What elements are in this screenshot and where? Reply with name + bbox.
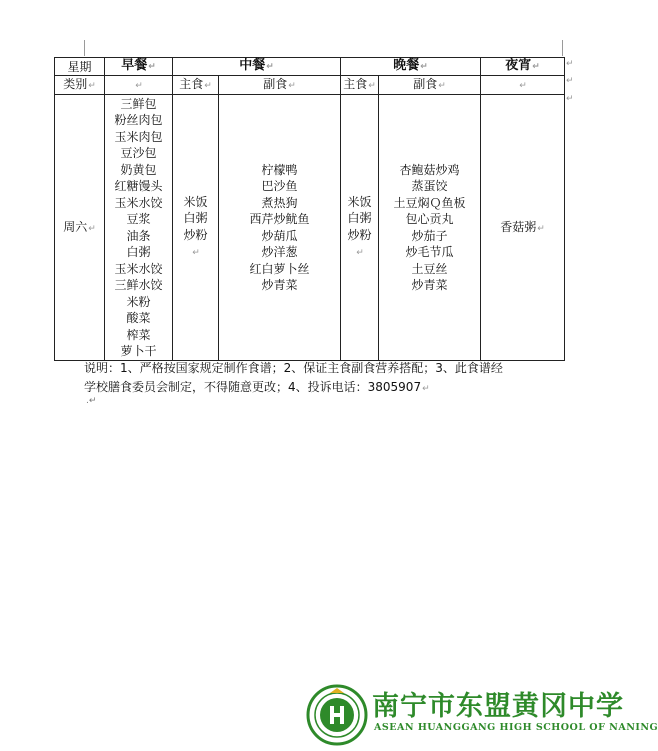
lunch-staple-item: 白粥	[183, 211, 208, 225]
breakfast-item: 豆浆	[126, 212, 151, 226]
lunch-side-item: 巴沙鱼	[261, 179, 298, 193]
dinner-side-list	[379, 95, 481, 361]
breakfast-item: 酸菜	[126, 311, 151, 325]
lunch-side-item: 炒洋葱	[261, 245, 298, 259]
school-emblem-icon	[306, 684, 368, 746]
dinner-side-item: 炒毛节瓜	[405, 245, 454, 259]
row-end-mark: ↵	[566, 94, 574, 104]
day-cell: 周六↵	[55, 95, 105, 361]
dinner-header: 晚餐↵	[341, 58, 481, 76]
menu-table	[54, 57, 565, 361]
row-end-mark: ↵	[566, 59, 574, 69]
dinner-staple-item: 米饭	[347, 194, 372, 209]
dinner-side-item: 土豆丝	[411, 261, 448, 276]
lunch-header: 中餐↵	[173, 58, 341, 76]
supper-header: 夜宵↵	[481, 58, 565, 76]
breakfast-item: 萝卜干	[120, 344, 157, 358]
lunch-staple-item: 炒粉	[183, 227, 208, 242]
school-name-en: ASEAN HUANGGANG HIGH SCHOOL OF NANING	[374, 722, 658, 733]
header-row-meals	[55, 58, 565, 76]
breakfast-item: 玉米肉包	[114, 129, 163, 144]
breakfast-item: 奶黄包	[120, 162, 157, 177]
note-line-1: 说明：1、严格按国家规定制作食谱；2、保证主食副食营养搭配；3、此食谱经	[84, 361, 503, 375]
dinner-side-item: 杏鲍菇炒鸡	[399, 162, 460, 177]
lunch-side-list	[219, 95, 341, 361]
weekday-header: 星期	[55, 58, 105, 76]
note-line-2: 学校膳食委员会制定，不得随意更改；4、投诉电话：3805907	[84, 380, 422, 394]
lunch-side-item: 柠檬鸭	[261, 162, 298, 177]
crop-mark-left	[84, 40, 85, 56]
dinner-staple-list: 米饭 白粥 炒粉 ↵	[341, 95, 379, 361]
category-header: 类别↵	[55, 76, 105, 95]
school-name-cn: 南宁市东盟黄冈中学	[372, 691, 624, 722]
menu-row-saturday	[55, 95, 565, 361]
breakfast-item: 三鲜水饺	[114, 278, 163, 292]
paragraph-mark: .↵	[86, 396, 97, 406]
dinner-side-item: 炒茄子	[411, 228, 448, 243]
lunch-side-item: 煮热狗	[261, 195, 298, 210]
lunch-staple-item: 米饭	[183, 194, 208, 209]
breakfast-item: 白粥	[126, 245, 151, 259]
dinner-side-header: 副食↵	[379, 76, 481, 95]
breakfast-item: 粉丝肉包	[114, 113, 163, 127]
breakfast-item: 三鲜包	[120, 96, 157, 111]
dinner-staple-item: 白粥	[347, 211, 372, 225]
menu-note: 说明：1、严格按国家规定制作食谱；2、保证主食副食营养搭配；3、此食谱经 学校膳食委员会制定，不得随意更改；4、投诉电话：3805907↵	[84, 359, 544, 399]
dinner-side-item: 土豆焖Ｑ鱼板	[393, 195, 466, 210]
supper-cell: 香菇粥↵	[481, 95, 565, 361]
row-end-mark: ↵	[566, 76, 574, 86]
lunch-side-item: 西芹炒鱿鱼	[249, 212, 310, 226]
lunch-side-item: 炒青菜	[261, 278, 298, 292]
dinner-side-item: 包心贡丸	[405, 212, 454, 226]
breakfast-item: 榨菜	[126, 327, 151, 342]
breakfast-item: 豆沙包	[120, 146, 157, 160]
breakfast-item: 红糖馒头	[114, 179, 163, 193]
lunch-side-item: 红白萝卜丝	[249, 261, 310, 276]
dinner-staple-header: 主食↵	[341, 76, 379, 95]
dinner-side-item: 炒青菜	[411, 278, 448, 292]
supper-category-cell: ↵	[481, 76, 565, 95]
breakfast-item: 米粉	[126, 294, 151, 309]
breakfast-list	[105, 95, 173, 361]
crop-mark-right	[562, 40, 563, 56]
breakfast-category-cell: ↵	[105, 76, 173, 95]
breakfast-item: 玉米水饺	[114, 195, 163, 210]
lunch-staple-list: 米饭 白粥 炒粉 ↵	[173, 95, 219, 361]
lunch-side-item: 炒葫瓜	[261, 228, 298, 243]
lunch-staple-header: 主食↵	[173, 76, 219, 95]
breakfast-header: 早餐↵	[105, 58, 173, 76]
dinner-staple-item: 炒粉	[347, 227, 372, 242]
lunch-side-header: 副食↵	[219, 76, 341, 95]
breakfast-item: 玉米水饺	[114, 261, 163, 276]
breakfast-item: 油条	[126, 228, 151, 243]
header-row-categories	[55, 76, 565, 95]
dinner-side-item: 蒸蛋饺	[411, 179, 448, 193]
